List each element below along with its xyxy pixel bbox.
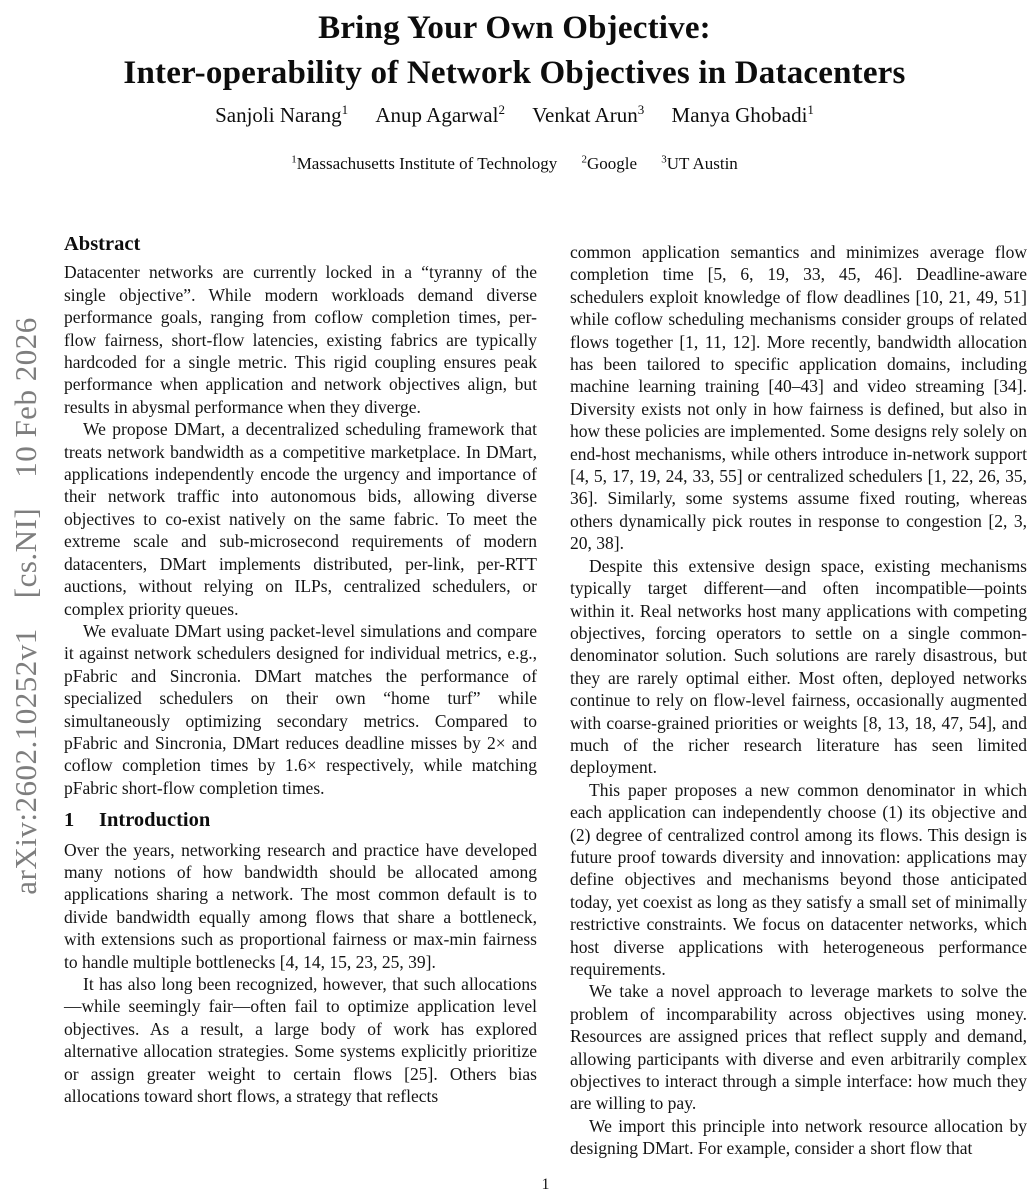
affiliation-1-mark: 1 xyxy=(291,153,297,165)
author-3-name: Venkat Arun xyxy=(532,103,638,127)
body-paragraph-3: This paper proposes a new common denominator in which each application can independently choose (1) its objective and (2) degree of centralized control among its flows. This design is future proof towards diversity and innovation: applications may define objectives and mechanisms beyond those anticipated today, yet coexist as long as they satisfy a small set of minimally restrictive constraints. We focus on datacenter networks, which host diverse applications with heterogeneous performance requirements. xyxy=(570,779,1027,979)
arxiv-category: [cs.NI] xyxy=(8,507,43,599)
arxiv-banner xyxy=(8,317,44,894)
section-heading-introduction xyxy=(64,809,537,831)
paper-title xyxy=(0,6,1029,96)
arxiv-date: 10 Feb 2026 xyxy=(8,317,43,478)
affiliation-2-mark: 2 xyxy=(581,153,587,165)
author-2-affiliation-mark: 2 xyxy=(498,102,505,117)
abstract-heading: Abstract xyxy=(64,233,141,255)
author-1-affiliation-mark: 1 xyxy=(341,102,349,117)
affiliation-1 xyxy=(291,154,557,173)
abstract-paragraph-2: We propose DMart, a decentralized scheduling framework that treats network bandwidth as a competitive marketplace. In DMart, applications independently encode the urgency and importance of their network traffic into autonomous bids, allowing diverse objectives to co-exist natively on the same fabric. To meet the extreme scale and sub-microsecond requirements of modern datacenters, DMart implements distributed, per-link, per-RTT auctions, without relying on ILPs, centralized schedulers, or complex priority queues. xyxy=(64,419,537,619)
section-number: 1 xyxy=(64,809,75,832)
page-number: 1 xyxy=(541,1176,550,1193)
body-paragraph-4: We take a novel approach to leverage markets to solve the problem of incomparability across objectives using money. Resources are assigned prices that reflect supply and demand, allowing participants with diverse and even arbitrarily complex objectives to interact through a simple interface: how much they are willing to pay. xyxy=(570,981,1027,1114)
author-2 xyxy=(375,103,505,127)
body-paragraph-5: We import this principle into network resource allocation by designing DMart. For example, consider a short flow that xyxy=(570,1115,1027,1159)
author-3-affiliation-mark: 3 xyxy=(637,102,645,117)
right-column xyxy=(570,241,1027,1160)
body-paragraph-1: common application semantics and minimizes average flow completion time [5, 6, 19, 33, 45, 46]. Deadline-aware schedulers exploit knowledge of flow deadlines [10, 21, 49, 51] while coflow scheduling mechanisms consider groups of related flows together [1, 11, 12]. More recently, bandwidth allocation has been tailored to specific application domains, including machine learning training [40–43] and video streaming [34]. Diversity exists not only in how fairness is defined, but also in how these policies are implemented. Some designs rely solely on end-host mechanisms, while others introduce in-network support [4, 5, 17, 19, 24, 33, 55] or centralized schedulers [1, 22, 26, 35, 36]. Similarly, some systems assume fixed routing, whereas others dynamically pick routes in response to congestion [2, 3, 20, 38]. xyxy=(570,242,1027,554)
paper-title-line-2: Inter-operability of Network Objectives in Datacenters xyxy=(123,55,906,91)
arxiv-id: arXiv:2602.10252v1 xyxy=(8,628,43,895)
affiliation-3-name: UT Austin xyxy=(666,153,738,173)
authors-row xyxy=(0,102,1029,128)
author-1 xyxy=(215,103,348,127)
author-1-name: Sanjoli Narang xyxy=(215,103,342,127)
introduction-paragraph-1: Over the years, networking research and practice have developed many notions of how bandwidth should be allocated among applications sharing a network. The most common default is to divide bandwidth equally among flows that share a bottleneck, with extensions such as proportional fairness or max-min fairness to handle multiple bottlenecks [4, 14, 15, 23, 25, 39]. xyxy=(64,839,537,972)
affiliations-row xyxy=(0,153,1029,174)
abstract-paragraph-1: Datacenter networks are currently locked in a “tyranny of the single objective”. While modern workloads demand diverse performance goals, ranging from coflow completion times, per-flow fairness, short-flow latencies, existing fabrics are typically hardcoded for a single metric. This rigid coupling ensures peak performance when application and network objectives align, but results in abysmal performance when they diverge. xyxy=(64,262,537,417)
introduction-paragraph-2: It has also long been recognized, however, that such allocations—while seemingly fair—often fail to optimize application level objectives. As a result, a large body of work has explored alternative allocation strategies. Some systems explicitly prioritize or assign greater weight to certain flows [25]. Others bias allocations toward short flows, a strategy that reflects xyxy=(64,974,537,1107)
author-3 xyxy=(532,103,644,127)
affiliation-1-name: Massachusetts Institute of Technology xyxy=(296,153,558,173)
author-4-affiliation-mark: 1 xyxy=(807,102,814,117)
left-column xyxy=(64,233,537,1107)
paper-title-line-1: Bring Your Own Objective: xyxy=(318,10,711,46)
author-4 xyxy=(672,103,814,127)
affiliation-3 xyxy=(661,154,738,173)
affiliation-3-mark: 3 xyxy=(661,153,667,165)
abstract-paragraph-3: We evaluate DMart using packet-level simulations and compare it against network schedulers designed for individual metrics, e.g., pFabric and Sincronia. DMart matches the performance of specialized schedulers on their own “home turf” while simultaneously optimizing secondary metrics. Compared to pFabric and Sincronia, DMart reduces deadline misses by 2× and coflow completion times by 1.6× respectively, while matching pFabric short-flow completion times. xyxy=(64,620,537,798)
section-title: Introduction xyxy=(99,809,211,832)
affiliation-2 xyxy=(581,154,637,173)
body-paragraph-2: Despite this extensive design space, existing mechanisms typically target different—and often incompatible—points within it. Real networks host many applications with competing objectives, forcing operators to settle on a single common-denominator solution. Such solutions are rarely disastrous, but they are rarely optimal either. Most often, deployed networks continue to rely on flow-level fairness, occasionally augmented with coarse-grained priorities or weights [8, 13, 18, 47, 54], and much of the richer research literature has seen limited deployment. xyxy=(570,555,1027,778)
author-2-name: Anup Agarwal xyxy=(375,103,499,127)
affiliation-2-name: Google xyxy=(586,153,638,173)
author-4-name: Manya Ghobadi xyxy=(671,103,808,127)
